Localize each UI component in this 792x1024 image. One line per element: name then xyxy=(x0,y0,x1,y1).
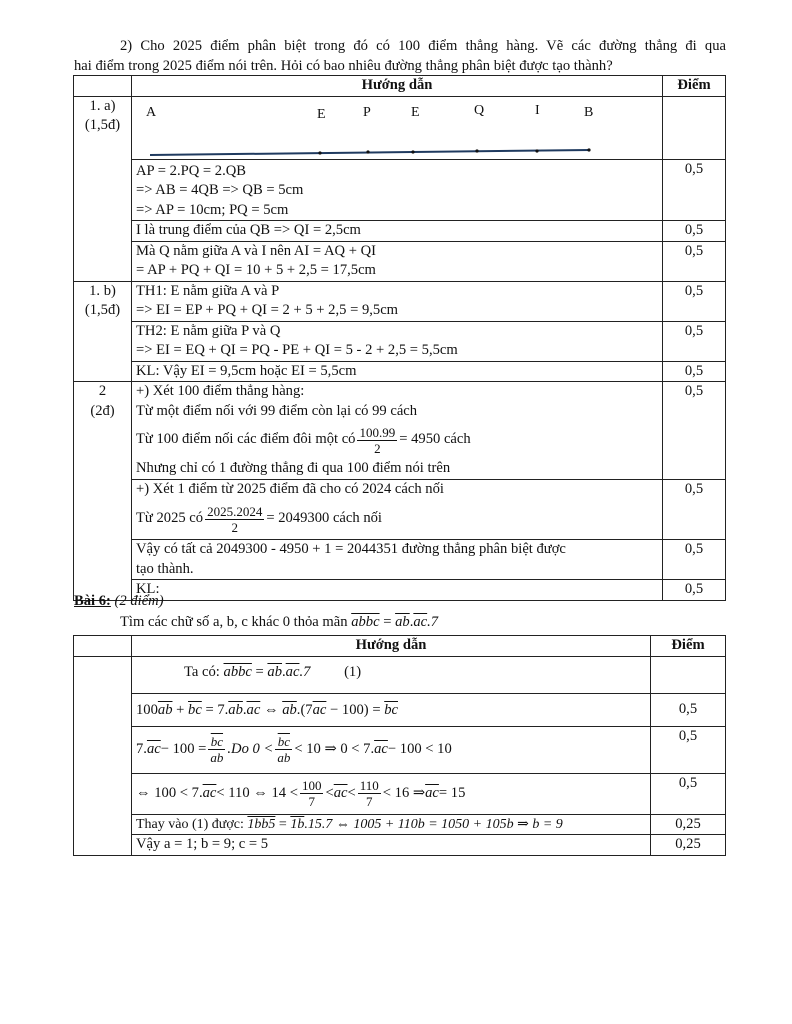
problem-line-1: 2) Cho 2025 điểm phân biệt trong đó có 100 điểm thẳng hàng. Vẽ các đường thẳng đi qua xyxy=(120,38,726,54)
text: ⇔ 100 < 7. xyxy=(136,784,203,801)
numerator: 2025.2024 xyxy=(207,503,263,519)
score-cell: 0,5 xyxy=(663,479,726,540)
denominator: 7 xyxy=(366,794,373,809)
fraction xyxy=(357,425,397,456)
point-label-e1: E xyxy=(317,106,326,122)
step-cell xyxy=(132,656,651,693)
step-line xyxy=(136,815,646,835)
question-text: Tìm các chữ số a, b, c khác 0 thỏa mãn xyxy=(120,614,348,630)
point-label-a: A xyxy=(146,104,157,120)
math-symbol: − 100 < 10 xyxy=(387,740,452,757)
segment-line xyxy=(132,97,663,159)
empty-label-cell xyxy=(74,656,132,855)
score-cell: 0,5 xyxy=(651,726,726,773)
math-symbol: . xyxy=(282,663,286,680)
step-line: Vậy có tất cả 2049300 - 4950 + 1 = 2044351 đường thẳng phân biệt được xyxy=(136,541,566,557)
step-line xyxy=(136,421,658,459)
overline-number: $\overline{ac}$ xyxy=(285,663,300,680)
step-line: KL: Vậy EI = 9,5cm hoặc EI = 5,5cm xyxy=(136,362,357,379)
step-line: => EI = EP + PQ + QI = 2 + 5 + 2,5 = 9,5cm xyxy=(136,302,399,318)
step-cell xyxy=(132,814,651,835)
step-cell xyxy=(132,159,663,221)
math-symbol: .7 xyxy=(299,663,311,680)
question-1a-cell xyxy=(74,96,132,281)
overline-number: $\overline{ac}$ xyxy=(246,701,261,718)
step-line: Từ một điểm nối với 99 điểm còn lại có 99 cách xyxy=(136,402,418,419)
step-line: I là trung điểm của QB => QI = 2,5cm xyxy=(136,222,361,238)
text: 7. xyxy=(136,740,147,757)
numerator: $\overline{bc}$ xyxy=(275,734,292,750)
score-cell: 0,5 xyxy=(663,241,726,281)
step-cell xyxy=(132,580,663,601)
step-line: KL: xyxy=(136,581,160,597)
math-symbol: − 100) = xyxy=(326,701,385,718)
fraction xyxy=(205,504,264,535)
numerator: 110 xyxy=(359,778,379,793)
overline-number: abbc xyxy=(351,614,380,630)
step-line: TH1: E nằm giữa A và P xyxy=(136,282,280,299)
text: = 2049300 cách nối xyxy=(266,510,382,527)
exercise-points: (2 điểm) xyxy=(114,593,164,609)
text: Từ 100 điểm nối các điểm đôi một có xyxy=(136,431,356,448)
math-symbol: = xyxy=(251,663,268,680)
step-line xyxy=(136,727,646,773)
denominator: ab xyxy=(277,750,291,765)
step-line: tạo thành. xyxy=(136,560,194,577)
math-symbol: < 10 ⇒ 0 < 7. xyxy=(294,740,375,757)
step-line: => AP = 10cm; PQ = 5cm xyxy=(136,201,289,218)
step-cell xyxy=(132,835,651,856)
score-cell: 0,5 xyxy=(663,281,726,321)
problem-statement xyxy=(74,37,726,76)
score-cell: 0,5 xyxy=(663,321,726,361)
overline-number: $\overline{ac}$ xyxy=(312,701,327,718)
score-cell: 0,5 xyxy=(663,221,726,242)
step-line: +) Xét 1 điểm từ 2025 điểm đã cho có 2024 cách nối xyxy=(136,480,444,497)
score-header: Điểm xyxy=(651,636,726,657)
question-label: 2 xyxy=(98,383,107,399)
text: Thay vào (1) được: xyxy=(136,816,244,832)
question-points: (1,5đ) xyxy=(84,117,121,133)
score-cell xyxy=(663,96,726,159)
score-cell: 0,25 xyxy=(651,835,726,856)
step-cell xyxy=(132,479,663,540)
denominator: ab xyxy=(210,750,224,765)
exercise-title: Bài 6: xyxy=(74,593,111,609)
step-line: AP = 2.PQ = 2.QB xyxy=(136,162,246,179)
math-symbol: − 100 = xyxy=(160,740,207,757)
empty-header-cell xyxy=(74,636,132,657)
math-symbol: = 7. xyxy=(201,701,229,718)
question-2-cell xyxy=(74,382,132,601)
math-symbol: = xyxy=(275,816,291,832)
denominator: 2 xyxy=(231,519,238,535)
exercise-6-question xyxy=(120,613,438,633)
step-cell xyxy=(132,321,663,361)
step-line: +) Xét 100 điểm thẳng hàng: xyxy=(136,383,305,399)
overline-number: $\overline{ac}$ xyxy=(202,784,217,801)
question-points: (2đ) xyxy=(90,402,115,419)
math-symbol: .Do 0 < xyxy=(227,740,274,757)
step-line: = AP + PQ + QI = 10 + 5 + 2,5 = 17,5cm xyxy=(136,262,376,278)
segment-diagram-cell xyxy=(132,96,663,159)
fraction xyxy=(208,734,225,765)
overline-number: $\overline{ab}$ xyxy=(282,701,297,718)
numerator: 100.99 xyxy=(359,424,396,440)
step-cell xyxy=(132,773,651,814)
question-points: (1,5đ) xyxy=(84,302,121,318)
score-cell: 0,5 xyxy=(663,580,726,601)
point-label-p: P xyxy=(363,104,371,120)
overline-number: $\overline{bc}$ xyxy=(188,701,202,718)
empty-header-cell xyxy=(74,76,132,97)
step-cell xyxy=(132,281,663,321)
math-symbol: < 16 ⇒ xyxy=(382,784,426,801)
math-symbol: . xyxy=(242,701,247,718)
overline-number: $\overline{bc}$ xyxy=(384,701,398,718)
fraction xyxy=(358,778,381,809)
text: 100 xyxy=(136,701,158,718)
math-symbol: = xyxy=(379,614,396,630)
guide-header: Hướng dẫn xyxy=(132,636,651,657)
step-line xyxy=(136,657,646,693)
numerator: $\overline{bc}$ xyxy=(208,734,225,750)
step-cell xyxy=(132,693,651,726)
solution-table-2 xyxy=(73,635,726,856)
equation-number: (1) xyxy=(344,663,362,680)
overline-number: $\overline{ac}$ xyxy=(413,614,428,630)
fraction xyxy=(300,778,324,809)
solution-table-1 xyxy=(73,75,726,601)
math-symbol: + xyxy=(172,701,189,718)
score-cell: 0,5 xyxy=(651,773,726,814)
overline-number: $\overline{ab}$ xyxy=(157,701,173,718)
math-symbol: .(7 xyxy=(296,701,313,718)
point-label-b: B xyxy=(584,104,594,120)
step-line xyxy=(136,499,658,539)
score-cell: 0,5 xyxy=(663,382,726,480)
step-line xyxy=(136,694,646,726)
problem-line-2: hai điểm trong 2025 điểm nói trên. Hỏi có bao nhiêu đường thẳng phân biệt được tạo thành? xyxy=(74,57,613,74)
point-label-e2: E xyxy=(411,104,420,120)
denominator: 7 xyxy=(308,794,315,809)
step-line: TH2: E nằm giữa P và Q xyxy=(136,322,281,339)
question-label: 1. a) xyxy=(89,97,116,114)
math-symbol: = 15 xyxy=(438,784,466,801)
overline-number: $\overline{ab}$ xyxy=(267,663,283,680)
score-cell: 0,25 xyxy=(651,814,726,835)
step-line: Mà Q nằm giữa A và I nên AI = AQ + QI xyxy=(136,242,376,259)
score-cell xyxy=(651,656,726,693)
question-1b-cell xyxy=(74,281,132,382)
step-cell xyxy=(132,221,663,242)
text: = 4950 cách xyxy=(399,431,471,448)
overline-number: $\overline{ab}$ xyxy=(395,614,410,630)
math-symbol: < xyxy=(347,784,356,801)
math-symbol: .15.7 ⇔ 1005 + 110b = 1050 + 105b ⇒ b = 9 xyxy=(304,816,563,832)
math-symbol: . xyxy=(409,614,414,630)
denominator: 2 xyxy=(374,440,381,456)
overline-number: $\overline{ac}$ xyxy=(374,740,388,757)
text: Từ 2025 có xyxy=(136,510,204,527)
step-cell xyxy=(132,361,663,382)
overline-number: 1bb5 xyxy=(247,816,276,832)
exercise-6-heading xyxy=(74,592,164,612)
math-symbol: .7 xyxy=(427,614,439,630)
math-symbol: < xyxy=(325,784,334,801)
text: Ta có: xyxy=(184,663,220,680)
step-cell xyxy=(132,241,663,281)
score-header: Điểm xyxy=(663,76,726,97)
step-cell xyxy=(132,540,663,580)
score-cell: 0,5 xyxy=(663,361,726,382)
math-symbol: ⇔ xyxy=(260,701,283,718)
point-label-q: Q xyxy=(474,102,485,118)
score-cell: 0,5 xyxy=(651,693,726,726)
fraction xyxy=(275,734,292,765)
question-label: 1. b) xyxy=(89,282,116,299)
overline-number: abbc xyxy=(223,663,252,680)
step-cell xyxy=(132,382,663,480)
step-line xyxy=(136,774,646,814)
overline-number: 1b xyxy=(290,816,305,832)
guide-header: Hướng dẫn xyxy=(132,76,663,97)
step-line: => EI = EQ + QI = PQ - PE + QI = 5 - 2 + 2,5 = 5,5cm xyxy=(136,342,458,358)
step-cell xyxy=(132,726,651,773)
overline-number: $\overline{ac}$ xyxy=(146,740,161,757)
numerator: 100 xyxy=(301,778,322,793)
segment-diagram xyxy=(132,97,662,159)
point-label-i: I xyxy=(535,102,540,118)
step-line: => AB = 4QB => QB = 5cm xyxy=(136,182,304,198)
math-symbol: < 110 ⇔ 14 < xyxy=(216,784,298,801)
overline-number: $\overline{ac}$ xyxy=(333,784,348,801)
overline-number: $\overline{ac}$ xyxy=(425,784,439,801)
score-cell: 0,5 xyxy=(663,540,726,580)
step-line: Vậy a = 1; b = 9; c = 5 xyxy=(136,836,269,852)
score-cell: 0,5 xyxy=(663,159,726,221)
step-line: Nhưng chỉ có 1 đường thẳng đi qua 100 điểm nói trên xyxy=(136,460,451,476)
overline-number: $\overline{ab}$ xyxy=(228,701,243,718)
